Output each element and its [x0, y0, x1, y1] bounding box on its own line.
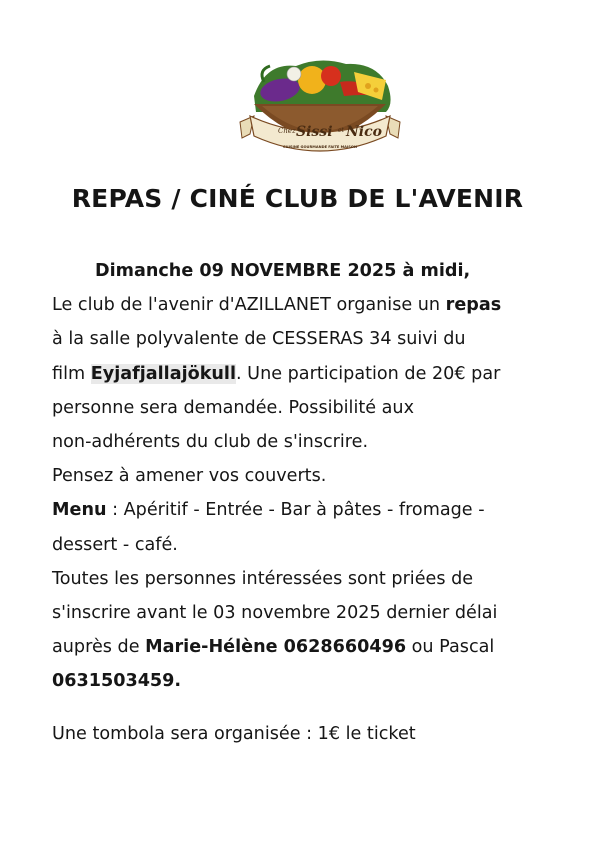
text-line-8: dessert - café. [52, 534, 178, 555]
contact-line [52, 630, 572, 664]
meal-word: repas [445, 295, 502, 316]
menu-label: Menu [52, 500, 107, 521]
menu-line [52, 493, 572, 527]
restaurant-logo [236, 52, 404, 168]
text-line-3 [52, 357, 572, 391]
text-segment: film [52, 363, 91, 384]
text-line-2: à la salle polyvalente de CESSERAS 34 suivi du [52, 329, 466, 350]
text-line-10: s'inscrire avant le 03 novembre 2025 dernier délai [52, 603, 498, 624]
text-line-9: Toutes les personnes intéressées sont priées de [52, 568, 474, 589]
flyer-body [52, 254, 572, 751]
contact-pascal-phone: 0631503459. [52, 671, 182, 692]
text-segment: . Une participation de 20€ par [236, 363, 501, 384]
event-date: Dimanche 09 NOVEMBRE 2025 à midi, [95, 261, 471, 281]
text-segment: Le club de l'avenir d'AZILLANET organise un [52, 295, 446, 316]
text-line-5: non-adhérents du club de s'inscrire. [52, 432, 369, 453]
logo-text-chez: Chez [278, 127, 296, 135]
logo-tagline: CUISINE GOURMANDE FAITE MAISON [283, 145, 357, 149]
text-segment: ou Pascal [406, 637, 495, 658]
spacer [52, 699, 572, 717]
logo-brand-a: Sissi [296, 124, 333, 140]
logo-brand-b: Nico [346, 124, 382, 140]
film-title: Eyjafjallajökull [90, 363, 236, 384]
text-line-4: personne sera demandée. Possibilité aux [52, 397, 414, 418]
text-segment: auprès de [52, 637, 146, 658]
page-title: REPAS / CINÉ CLUB DE L'AVENIR [71, 184, 524, 213]
text-line-1 [52, 288, 572, 322]
logo-text-et: et [338, 127, 344, 134]
menu-items: : Apéritif - Entrée - Bar à pâtes - fromage - [106, 500, 485, 521]
contact-marie-helene: Marie-Hélène 0628660496 [145, 637, 407, 658]
tombola-line: Une tombola sera organisée : 1€ le ticket [52, 723, 416, 744]
text-line-6: Pensez à amener vos couverts. [52, 466, 327, 487]
